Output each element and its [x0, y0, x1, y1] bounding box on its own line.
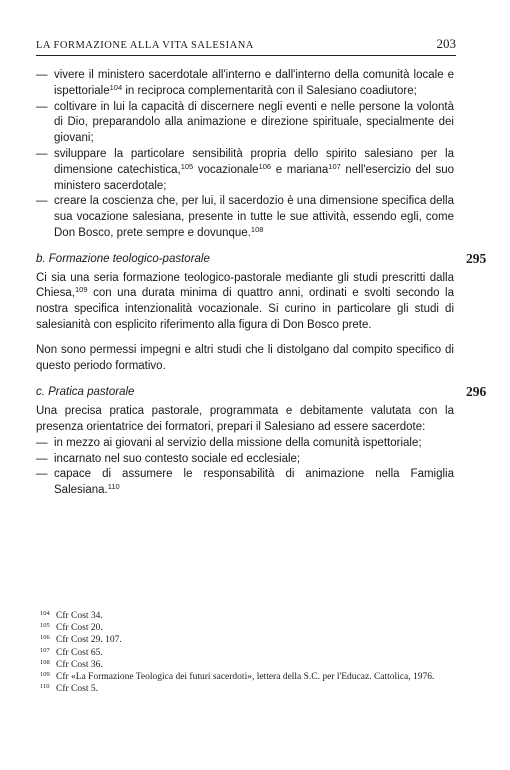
list-item	[36, 467, 454, 499]
footnote-text: Cfr Cost 65.	[56, 647, 103, 658]
list-item-text: in mezzo ai giovani al servizio della missione della comunità ispettoriale;	[54, 436, 422, 449]
list-item-text: incarnato nel suo contesto sociale ed ecclesiale;	[54, 452, 301, 465]
dash-bullet: —	[36, 147, 48, 160]
footnote	[40, 622, 460, 634]
margin-article-number: 295	[466, 250, 487, 266]
footnote	[40, 659, 460, 671]
footnotes	[40, 610, 460, 695]
paragraph: Non sono permessi impegni e altri studi che li distolgano dal compito specifico di questo periodo formativo.	[36, 343, 454, 372]
running-title: LA FORMAZIONE ALLA VITA SALESIANA	[36, 40, 254, 51]
list-item-text: vocazionale	[193, 163, 259, 176]
list-item	[36, 436, 454, 452]
paragraph	[36, 271, 454, 334]
footnote-ref: 106	[258, 161, 272, 171]
list-item	[36, 68, 454, 100]
list-item-text: coltivare in lui la capacità di discernere negli eventi e nelle persone la volontà di Dio, preparandolo alla animazione e direzione spirituale, specialmente dei giovani;	[54, 100, 454, 145]
footnote-text: Cfr Cost 5.	[56, 684, 98, 695]
footnote-ref: 108	[250, 224, 264, 234]
list-item-text: capace di assumere le responsabilità di animazione nella Famiglia Salesiana.	[54, 468, 454, 497]
footnote-number: 105	[40, 622, 50, 630]
running-header	[36, 36, 456, 56]
dash-bullet: —	[36, 69, 48, 81]
footnote-text: Cfr «La Formazione Teologica dei futuri sacerdoti», lettera della S.C. per l'Educaz. Cattolica, 1976.	[56, 672, 435, 683]
list-item	[36, 452, 454, 468]
footnote-number: 107	[40, 646, 50, 654]
footnote-text: Cfr Cost 20.	[56, 623, 103, 634]
footnote-number: 106	[40, 634, 50, 642]
footnote	[40, 634, 460, 646]
page-number: 203	[436, 36, 456, 51]
footnote-number: 108	[40, 658, 50, 666]
dash-bullet: —	[36, 195, 48, 208]
paragraph: Una precisa pratica pastorale, programmata e debitamente valutata con la presenza orientatrice dei formatori, prepari il Salesiano ad essere sacerdote:	[36, 405, 454, 433]
main-text	[36, 68, 487, 499]
dash-bullet: —	[36, 468, 48, 481]
paragraph-text: Ci sia una seria formazione teologico-pastorale mediante gli studi prescritti dalla Chiesa,	[36, 271, 454, 300]
list-item-text: nell'esercizio del suo ministero sacerdotale;	[54, 163, 454, 192]
footnote-ref: 107	[328, 161, 341, 171]
section-heading-b	[36, 250, 487, 268]
list-item-text: creare la coscienza che, per lui, il sacerdozio è una dimensione specifica della sua vocazione salesiana, presente in tutte le sue attività, essendo egli, come Don Bosco, prete sempre e dovunque.	[54, 195, 454, 239]
margin-article-number: 296	[466, 384, 487, 400]
section-title: c. Pratica pastorale	[36, 386, 135, 399]
footnote-ref: 104	[109, 82, 123, 92]
list-item	[36, 100, 454, 147]
section-heading-c	[36, 384, 487, 401]
footnote-number: 109	[40, 671, 50, 679]
footnote-text: Cfr Cost 36.	[56, 659, 103, 670]
list-item	[36, 194, 454, 241]
dash-bullet: —	[36, 452, 48, 465]
footnote-text: Cfr Cost 29. 107.	[56, 635, 122, 646]
list-item-text: sviluppare la particolare sensibilità propria dello spirito salesiano per la dimensione catechistica,	[54, 147, 454, 176]
list-item-text: in reciproca complementarità con il Salesiano coadiutore;	[122, 84, 417, 97]
footnote	[40, 610, 460, 622]
footnote	[40, 647, 460, 659]
section-title: b. Formazione teologico-pastorale	[36, 252, 210, 265]
list-item-text: vivere il ministero sacerdotale all'interno e dall'interno della comunità locale e ispettoriale	[54, 69, 454, 97]
paragraph-text: con una durata minima di quattro anni, ordinati e svolti secondo la nostra specifica intenzionalità vocazionale. Si curino in particolare gli studi di salesianità con esplicito riferimento alla figura di Don Bosco prete.	[36, 287, 454, 331]
dash-bullet: —	[36, 436, 48, 449]
list-item	[36, 147, 454, 194]
dash-bullet: —	[36, 100, 48, 113]
footnote	[40, 683, 460, 695]
list-item-text: e mariana	[271, 163, 329, 176]
footnote-ref: 109	[75, 285, 88, 295]
footnote	[40, 671, 460, 683]
footnote-number: 104	[40, 610, 50, 617]
footnote-text: Cfr Cost 34.	[56, 611, 103, 621]
footnote-ref: 105	[180, 161, 194, 171]
footnote-number: 110	[40, 683, 50, 691]
footnote-ref: 110	[107, 482, 120, 492]
